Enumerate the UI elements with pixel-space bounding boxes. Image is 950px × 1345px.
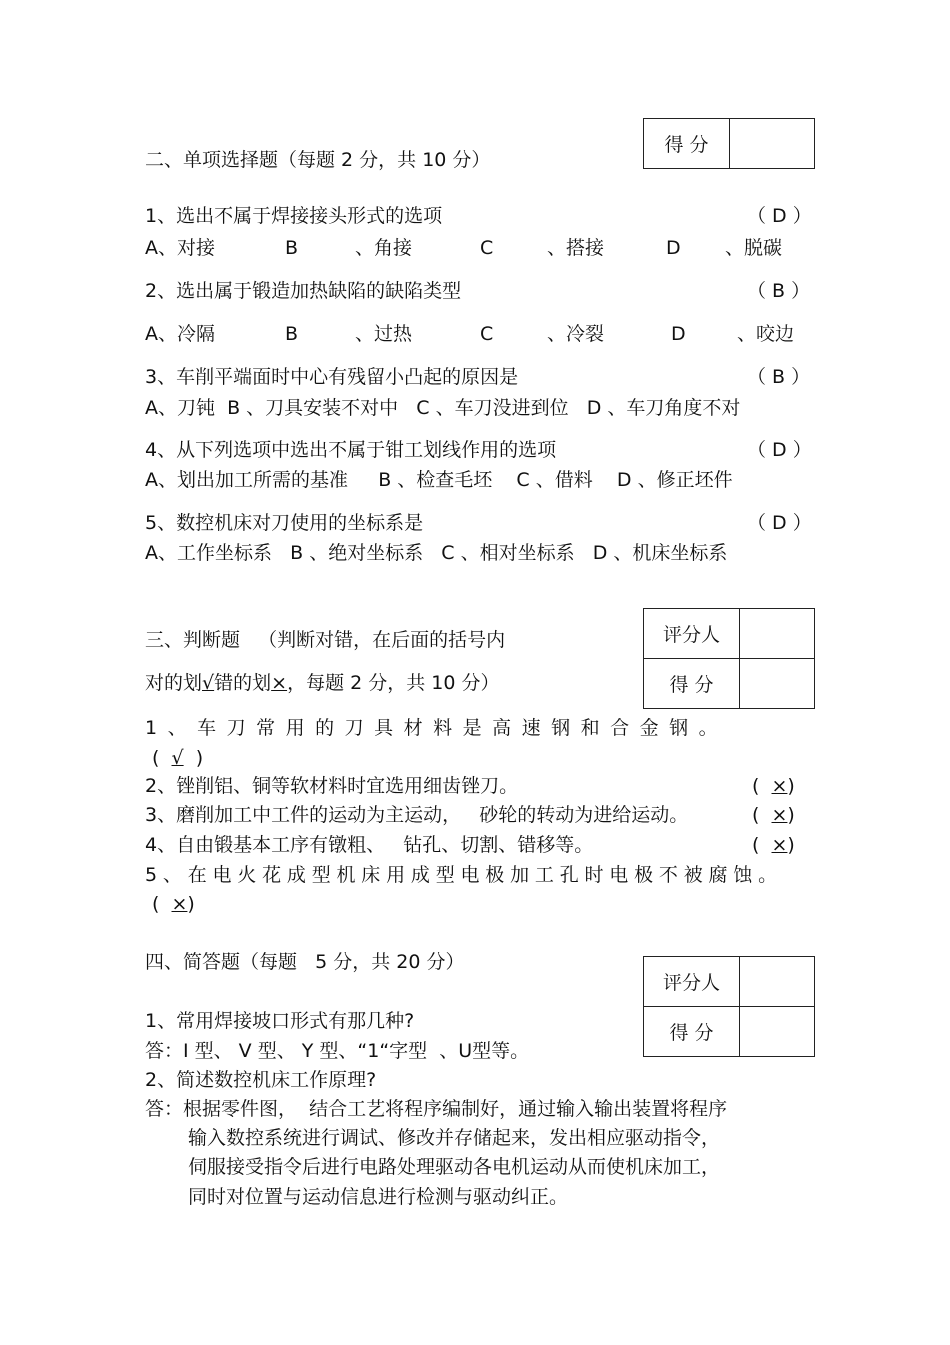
heading-text: 对的划: [145, 672, 203, 694]
score-label: 得 分: [644, 659, 740, 709]
sa-question-1: 1、常用焊接坡口形式有那几种?: [145, 1010, 415, 1032]
option-c-letter: C: [480, 323, 494, 345]
section3-heading-line1: 三、判断题 （判断对错，在后面的括号内: [145, 629, 506, 651]
tf-answer-4: ( ×): [752, 834, 795, 856]
option-b-letter: B: [285, 237, 299, 259]
options-4: A、划出加工所需的基准 B 、检查毛坯 C 、借料 D 、修正坯件: [145, 469, 733, 491]
sa-answer-2-line3: 伺服接受指令后进行电路处理驱动各电机运动从而使机床加工，: [188, 1156, 721, 1178]
question-4: 4、从下列选项中选出不属于钳工划线作用的选项: [145, 439, 557, 461]
option-d-letter: D: [671, 323, 686, 345]
tf-item-4: 4、自由锻基本工序有镦粗、 钻孔、切割、错移等。: [145, 834, 594, 856]
tf-mark: ×: [771, 834, 788, 856]
sa-answer-1: 答：I 型、 V 型、 Y 型、“1“字型 、U型等。: [145, 1040, 530, 1062]
option-d-letter: D: [666, 237, 681, 259]
answer-2: （ B ）: [747, 280, 811, 302]
score-cell: [740, 659, 815, 709]
option-b-letter: B: [285, 323, 299, 345]
tf-answer-5: ( ×): [152, 893, 195, 915]
option-c: 、搭接: [547, 237, 605, 259]
section2-score-table: [643, 118, 815, 169]
tf-answer-2: ( ×): [752, 775, 795, 797]
tf-mark: ×: [171, 893, 188, 915]
sa-question-2: 2、简述数控机床工作原理?: [145, 1069, 377, 1091]
score-label: 得 分: [644, 1007, 740, 1057]
score-cell: [730, 119, 815, 169]
grader-label: 评分人: [644, 609, 740, 659]
options-5: A、工作坐标系 B 、绝对坐标系 C 、相对坐标系 D 、机床坐标系: [145, 542, 728, 564]
sa-answer-2-line1: 答：根据零件图， 结合工艺将程序编制好，通过输入输出装置将程序: [145, 1098, 728, 1120]
option-b: 、角接: [355, 237, 413, 259]
section3-score-table: [643, 608, 815, 709]
cross-mark: ×: [271, 672, 288, 694]
grader-cell: [740, 957, 815, 1007]
option-a: A、冷隔: [145, 323, 215, 345]
answer-3: （ B ）: [747, 366, 811, 388]
check-mark: √: [202, 672, 215, 694]
question-2: 2、选出属于锻造加热缺陷的缺陷类型: [145, 280, 462, 302]
grader-cell: [740, 609, 815, 659]
question-3: 3、车削平端面时中心有残留小凸起的原因是: [145, 366, 519, 388]
tf-item-5: 5、在电火花成型机床用成型电极加工孔时电极不被腐蚀。: [145, 864, 783, 886]
question-5: 5、数控机床对刀使用的坐标系是: [145, 512, 424, 534]
sa-answer-2-line4: 同时对位置与运动信息进行检测与驱动纠正。: [188, 1186, 569, 1208]
tf-mark: √: [171, 747, 184, 769]
score-cell: [740, 1007, 815, 1057]
section4-score-table: [643, 956, 815, 1057]
tf-item-3: 3、磨削加工中工件的运动为主运动， 砂轮的转动为进给运动。: [145, 804, 689, 826]
section2-heading: 二、单项选择题（每题 2 分，共 10 分）: [145, 149, 491, 171]
section3-heading-line2: [145, 674, 500, 693]
tf-item-2: 2、锉削铝、铜等软材料时宜选用细齿锉刀。: [145, 775, 519, 797]
option-c: 、冷裂: [547, 323, 605, 345]
tf-mark: ×: [771, 775, 788, 797]
option-d: 、脱碳: [725, 237, 783, 259]
heading-text: ，每题 2 分，共 10 分）: [287, 672, 500, 694]
grader-label: 评分人: [644, 957, 740, 1007]
tf-answer-3: ( ×): [752, 804, 795, 826]
tf-item-1: 1、车刀常用的刀具材料是高速钢和合金钢。: [145, 717, 729, 739]
question-1: 1、选出不属于焊接接头形式的选项: [145, 205, 443, 227]
option-d: 、咬边: [737, 323, 795, 345]
option-b: 、过热: [355, 323, 413, 345]
tf-answer-1: ( √ ): [152, 747, 204, 769]
score-label: 得 分: [644, 119, 730, 169]
answer-4: （ D ）: [747, 439, 812, 461]
option-c-letter: C: [480, 237, 494, 259]
answer-1: （ D ）: [747, 205, 812, 227]
option-a: A、对接: [145, 237, 215, 259]
answer-5: （ D ）: [747, 512, 812, 534]
tf-mark: ×: [771, 804, 788, 826]
section4-heading: 四、简答题（每题 5 分，共 20 分）: [145, 951, 465, 973]
options-3: A、刀钝 B 、刀具安装不对中 C 、车刀没进到位 D 、车刀角度不对: [145, 397, 741, 419]
sa-answer-2-line2: 输入数控系统进行调试、修改并存储起来，发出相应驱动指令，: [188, 1127, 721, 1149]
heading-text: 错的划: [214, 672, 272, 694]
